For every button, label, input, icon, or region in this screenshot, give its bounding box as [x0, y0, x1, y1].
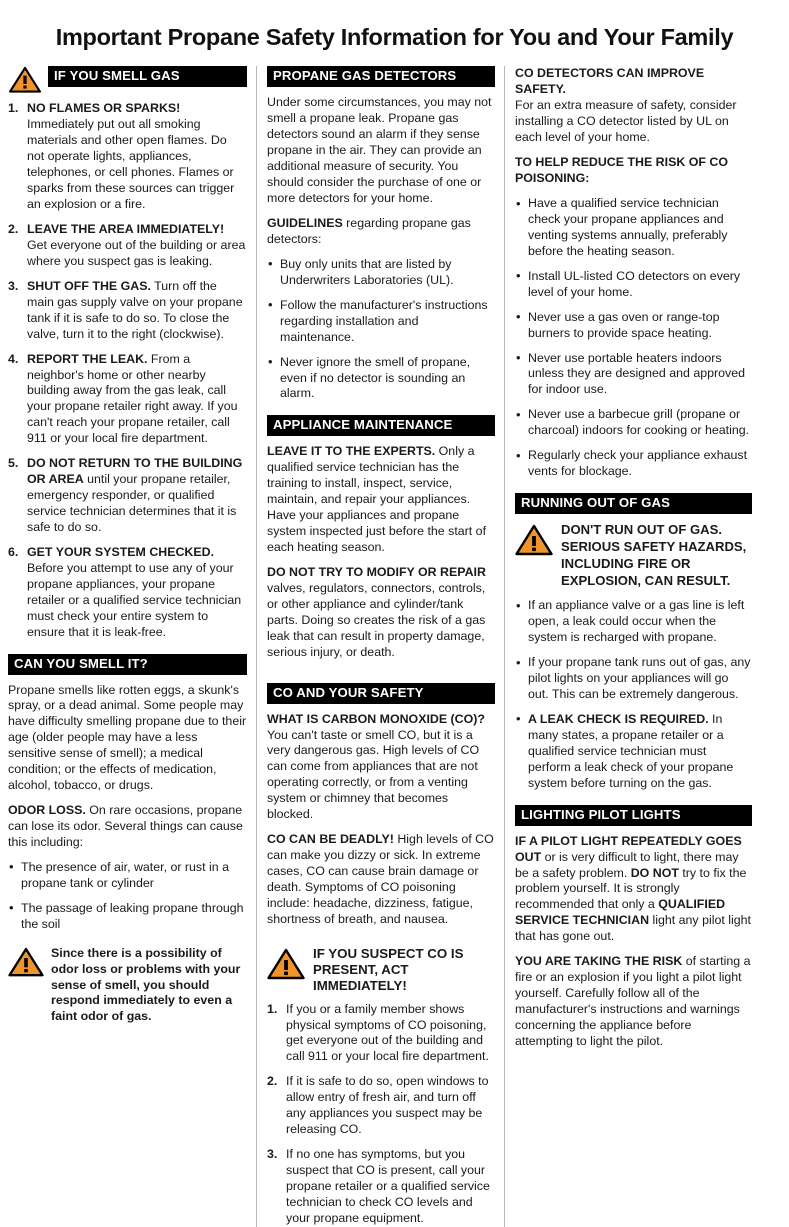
pilot-p1-d: try to fix the problem yourself. It is strongly recommended that only a	[515, 865, 747, 912]
list-item	[8, 545, 247, 641]
spacer	[8, 933, 247, 946]
pilot-light-paragraph-2	[515, 954, 752, 1050]
pilot-p1-f: light any pilot light that has gone out.	[515, 913, 751, 944]
spacer	[267, 402, 495, 415]
section-header-label: IF YOU SMELL GAS	[48, 66, 247, 87]
list-item: • Have a qualified service technician check your propane appliances and venting systems annually, preferably before the heating season.	[515, 196, 752, 260]
step-text: Before you attempt to use any of your propane appliances, your propane retailer or a qualified service technician must check your entire system to ensure that it is leak-free.	[27, 560, 242, 639]
spacer	[267, 670, 495, 683]
reduce-risk-heading: TO HELP REDUCE THE RISK OF CO POISONING:	[515, 155, 728, 186]
list-item	[8, 279, 247, 343]
co-detectors-improve-text: For an extra measure of safety, consider installing a CO detector listed by UL on each level of your home.	[515, 98, 737, 145]
experts-lead: LEAVE IT TO THE EXPERTS.	[267, 444, 436, 459]
pilot-p2-a: YOU ARE TAKING THE RISK	[515, 954, 683, 969]
co-detectors-improve-paragraph	[515, 66, 752, 146]
running-out-warning-callout	[515, 522, 752, 589]
list-item: • Never use portable heaters indoors unless they are designed and approved for indoor use.	[515, 351, 752, 399]
what-is-co-text: You can't taste or smell CO, but it is a very dangerous gas. High levels of CO can come from appliances that are not operating correctly, or from a venting system or chimney that becomes blocked.	[267, 727, 480, 822]
suspect-co-heading: IF YOU SUSPECT CO IS PRESENT, ACT IMMEDIATELY!	[313, 945, 464, 993]
spacer	[267, 937, 495, 946]
step-text: until your propane retailer, emergency responder, or qualified service technician determines that it is safe to do so.	[27, 472, 237, 534]
experts-paragraph	[267, 444, 495, 556]
reduce-risk-list	[515, 196, 752, 480]
odor-loss-paragraph	[8, 803, 247, 851]
warning-triangle-icon	[8, 947, 44, 977]
modify-text: valves, regulators, connectors, controls, or other appliance and cylinder/tank parts. Doing so creates the risk of a gas leak that can result in property damage, serious injury, or death.	[267, 580, 486, 659]
list-item: • Regularly check your appliance exhaust vents for blockage.	[515, 448, 752, 480]
guidelines-lead: GUIDELINES	[267, 216, 343, 231]
section-header-co-and-your-safety: CO AND YOUR SAFETY	[267, 683, 495, 704]
step-text: Immediately put out all smoking materials and other open flames. Do not operate lights, appliances, telephones, or cell phones. Flames or sparks from these sources can trigger an explosion or a fire.	[27, 117, 235, 212]
step-lead: SHUT OFF THE GAS.	[27, 278, 151, 293]
list-item: • Follow the manufacturer's instructions regarding installation and maintenance.	[267, 298, 495, 346]
list-item	[8, 101, 247, 213]
section-header-can-you-smell-it: CAN YOU SMELL IT?	[8, 654, 247, 675]
list-item: If you or a family member shows physical symptoms of CO poisoning, get everyone out of the building and call 911 or your local fire department.	[286, 1001, 489, 1064]
warning-triangle-icon	[515, 524, 553, 556]
section-header-propane-gas-detectors: PROPANE GAS DETECTORS	[267, 66, 495, 87]
callout-text: Since there is a possibility of odor loss or problems with your sense of smell, you should respond immediately to even a faint odor of gas.	[51, 945, 241, 1024]
list-item	[8, 222, 247, 270]
list-item: • Never ignore the smell of propane, even if no detector is sounding an alarm.	[267, 355, 495, 403]
spacer	[8, 641, 247, 654]
smell-gas-steps-list	[8, 101, 247, 640]
suspect-co-warning-header	[267, 946, 495, 994]
safety-document-page	[0, 16, 789, 1225]
list-item: If it is safe to do so, open windows to allow entry of fresh air, and turn off any appliances you suspect may be releasing CO.	[286, 1074, 489, 1137]
list-item: • Never use a gas oven or range-top burners to provide space heating.	[515, 310, 752, 342]
odor-loss-causes-list	[8, 860, 247, 933]
odor-loss-warning-callout	[8, 946, 247, 1026]
guidelines-paragraph	[267, 216, 495, 248]
list-item: • Buy only units that are listed by Underwriters Laboratories (UL).	[267, 257, 495, 289]
column-two	[256, 66, 504, 1226]
warning-triangle-icon	[267, 948, 305, 980]
modify-lead: DO NOT TRY TO MODIFY OR REPAIR	[267, 564, 486, 579]
section-header-appliance-maintenance: APPLIANCE MAINTENANCE	[267, 415, 495, 436]
step-lead: DO NOT RETURN TO THE BUILDING OR AREA	[27, 456, 243, 487]
odor-loss-text: On rare occasions, propane can lose its odor. Several things can cause this including:	[8, 803, 243, 849]
co-deadly-lead: CO CAN BE DEADLY!	[267, 832, 394, 847]
running-out-list	[515, 598, 752, 791]
step-lead: REPORT THE LEAK.	[27, 351, 148, 366]
step-text: Get everyone out of the building or area where you suspect gas is leaking.	[27, 237, 246, 268]
suspect-co-steps-list	[267, 1002, 495, 1227]
spacer	[515, 589, 752, 598]
warning-triangle-icon	[8, 66, 42, 93]
co-detectors-improve-lead: CO DETECTORS CAN IMPROVE SAFETY.	[515, 66, 705, 97]
page-title: Important Propane Safety Information for You and Your Family	[55, 23, 734, 50]
list-item	[8, 352, 247, 448]
step-text: Turn off the main gas supply valve on your propane tank if it is safe to do so. To close the valve, turn it to the right (clockwise).	[27, 278, 243, 341]
column-one	[8, 66, 256, 1226]
list-item: If no one has symptoms, but you suspect that CO is present, call your propane retailer or a qualified service technician to check CO levels and your propane equipment.	[286, 1147, 490, 1225]
list-item: • Never use a barbecue grill (propane or charcoal) indoors for cooking or heating.	[515, 407, 752, 439]
odor-loss-lead: ODOR LOSS.	[8, 803, 86, 818]
three-column-layout	[0, 66, 789, 1226]
spacer	[515, 792, 752, 805]
step-lead: GET YOUR SYSTEM CHECKED.	[27, 544, 215, 559]
pilot-p1-e: QUALIFIED SERVICE TECHNICIAN	[515, 897, 726, 928]
section-header-lighting-pilot-lights: LIGHTING PILOT LIGHTS	[515, 805, 752, 826]
what-is-co-paragraph	[267, 712, 495, 824]
leak-check-text: In many states, a propane retailer or a qualified service technician must perform a leak check of your propane system before turning on the gas.	[528, 711, 734, 790]
step-text: From a neighbor's home or other nearby building away from the gas leak, call your propane retailer right away. If you can't reach your propane retailer, call 911 or your local fire department.	[27, 351, 238, 446]
gas-detector-guidelines-list	[267, 257, 495, 403]
pilot-p2-b: of starting a fire or an explosion if you light a pilot light yourself. Carefully follow all of the manufacturer's instructions and warnings concerning the appliance before attempting to light the pilot.	[515, 954, 751, 1048]
list-item	[515, 712, 752, 792]
list-item: • The passage of leaking propane through the soil	[8, 901, 247, 933]
pilot-p1-b: or is very difficult to light, there may be a safety problem.	[515, 849, 739, 880]
co-deadly-paragraph	[267, 832, 495, 928]
step-lead: LEAVE THE AREA IMMEDIATELY!	[27, 222, 225, 237]
step-lead: NO FLAMES OR SPARKS!	[27, 101, 181, 116]
section-header-if-you-smell-gas	[8, 66, 247, 93]
list-item: • If your propane tank runs out of gas, any pilot lights on your appliances will go out. This can be extremely dangerous.	[515, 655, 752, 703]
spacer	[515, 480, 752, 493]
experts-text: Only a qualified service technician has the training to install, inspect, service, maintain, and repair your appliances. Have your appliances and propane system inspected just before the start of each heating season.	[267, 444, 487, 555]
list-item: • The presence of air, water, or rust in a propane tank or cylinder	[8, 860, 247, 892]
callout-text: DON'T RUN OUT OF GAS. SERIOUS SAFETY HAZARDS, INCLUDING FIRE OR EXPLOSION, CAN RESULT.	[561, 522, 747, 588]
leak-check-lead: A LEAK CHECK IS REQUIRED.	[528, 711, 709, 726]
pilot-light-paragraph-1	[515, 834, 752, 946]
gas-detectors-paragraph: Under some circumstances, you may not smell a propane leak. Propane gas detectors sound an alarm if they sense propane in the air. They can provide an additional measure of security. You should consider the purchase of one or more detectors for your home.	[267, 95, 492, 206]
list-item	[8, 456, 247, 536]
smell-it-paragraph: Propane smells like rotten eggs, a skunk's spray, or a dead animal. Some people may have difficulty smelling propane due to their age (older people may have a less sensitive sense of smell); a medical condition; or the effects of medication, alcohol, tobacco, or drugs.	[8, 682, 247, 793]
co-deadly-text: High levels of CO can make you dizzy or sick. In extreme cases, CO can cause brain damage or death. Symptoms of CO poisoning include: headache, dizziness, fatigue, shortness of breath, and nausea.	[267, 832, 494, 926]
pilot-p1-a: IF A PILOT LIGHT REPEATEDLY GOES OUT	[515, 833, 742, 864]
list-item: • Install UL-listed CO detectors on every level of your home.	[515, 269, 752, 301]
modify-repair-paragraph	[267, 565, 495, 661]
list-item: • If an appliance valve or a gas line is left open, a leak could occur when the system is recharged with propane.	[515, 598, 752, 646]
what-is-co-lead: WHAT IS CARBON MONOXIDE (CO)?	[267, 711, 485, 726]
section-header-running-out-of-gas: RUNNING OUT OF GAS	[515, 493, 752, 514]
guidelines-text: regarding propane gas detectors:	[267, 216, 471, 246]
pilot-p1-c: DO NOT	[630, 865, 679, 880]
column-three	[504, 66, 752, 1226]
